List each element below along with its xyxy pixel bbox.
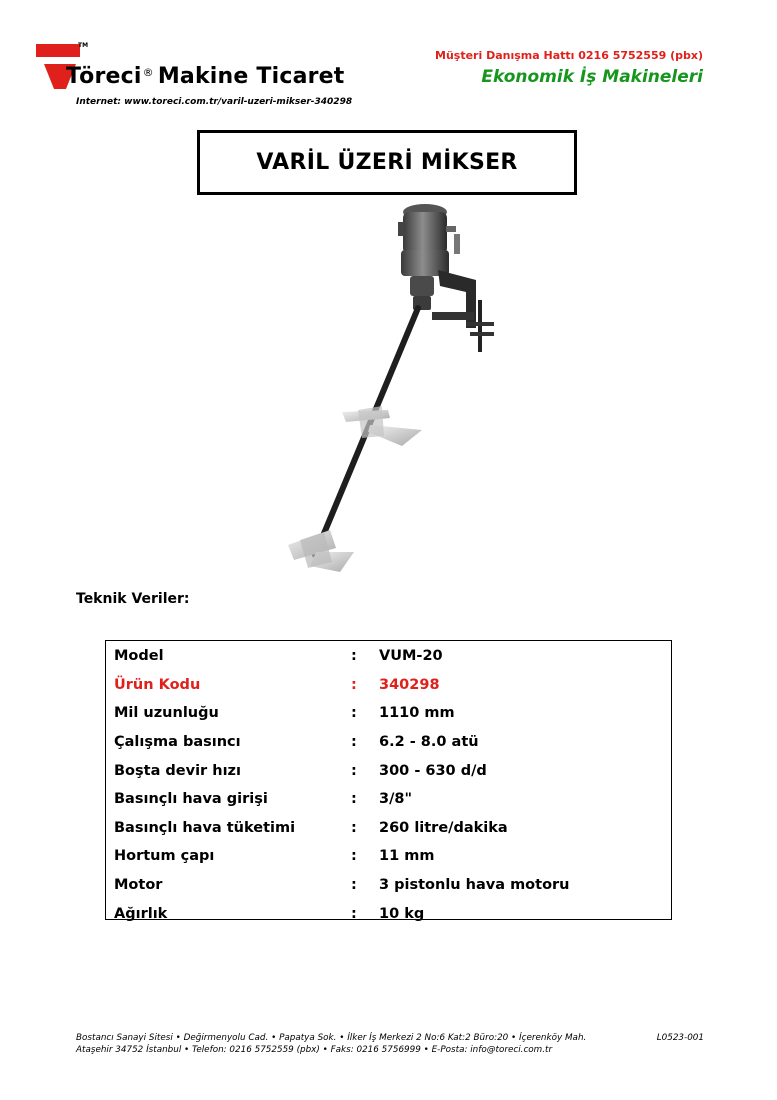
spec-separator: : — [351, 762, 357, 779]
spec-value: 340298 — [379, 676, 440, 693]
spec-separator: : — [351, 848, 357, 865]
spec-value: 300 - 630 d/d — [379, 762, 487, 779]
spec-row-shaft-length — [106, 699, 671, 728]
spec-separator: : — [351, 734, 357, 751]
company-name-main: Töreci — [66, 64, 142, 89]
spec-value: 3/8" — [379, 791, 413, 808]
spec-value: 11 mm — [379, 848, 435, 865]
customer-hotline: Müşteri Danışma Hattı 0216 5752559 (pbx) — [435, 49, 703, 62]
spec-table — [105, 640, 672, 920]
footer-address-line-2: Ataşehir 34752 İstanbul • Telefon: 0216 5752559 (pbx) • Faks: 0216 5756999 • E-Posta: info@toreci.com.tr — [76, 1045, 553, 1055]
product-image — [270, 200, 510, 580]
company-slogan: Ekonomik İş Makineleri — [481, 67, 703, 87]
spec-separator: : — [351, 791, 357, 808]
company-name — [66, 64, 345, 89]
spec-heading: Teknik Veriler: — [76, 591, 190, 607]
internet-url[interactable]: Internet: www.toreci.com.tr/varil-uzeri-mikser-340298 — [76, 97, 353, 107]
spec-value: VUM-20 — [379, 648, 443, 665]
footer-address — [76, 1032, 706, 1056]
company-name-suffix: Makine Ticaret — [157, 64, 345, 89]
spec-label: Basınçlı hava girişi — [114, 791, 268, 808]
spec-separator: : — [351, 819, 357, 836]
spec-value: 260 litre/dakika — [379, 819, 508, 836]
spec-label: Ürün Kodu — [114, 676, 201, 693]
spec-row-air-consumption — [106, 814, 671, 843]
spec-row-weight — [106, 899, 671, 928]
spec-row-idle-speed — [106, 756, 671, 785]
spec-value: 10 kg — [379, 905, 425, 922]
spec-separator: : — [351, 676, 357, 693]
spec-label: Ağırlık — [114, 905, 168, 922]
spec-row-working-pressure — [106, 728, 671, 757]
spec-label: Basınçlı hava tüketimi — [114, 819, 296, 836]
spec-value: 3 pistonlu hava motoru — [379, 877, 570, 894]
spec-label: Hortum çapı — [114, 848, 215, 865]
spec-separator: : — [351, 877, 357, 894]
drum-mixer-illustration — [270, 200, 510, 580]
spec-row-motor — [106, 871, 671, 900]
footer-address-line-1: Bostancı Sanayi Sitesi • Değirmenyolu Cad. • Papatya Sok. • İlker İş Merkezi 2 No:6 Kat:2 Büro:20 • İçerenköy Mah. — [76, 1033, 587, 1043]
spec-label: Motor — [114, 877, 163, 894]
spec-label: Çalışma basıncı — [114, 734, 241, 751]
spec-row-model — [106, 642, 671, 671]
spec-separator: : — [351, 648, 357, 665]
spec-value: 1110 mm — [379, 705, 455, 722]
spec-separator: : — [351, 705, 357, 722]
spec-separator: : — [351, 905, 357, 922]
spec-value: 6.2 - 8.0 atü — [379, 734, 479, 751]
product-title-box — [197, 130, 577, 195]
registered-mark: ® — [142, 66, 154, 79]
spec-label: Model — [114, 648, 164, 665]
product-title: VARİL ÜZERİ MİKSER — [256, 150, 518, 175]
spec-row-hose-diameter — [106, 842, 671, 871]
spec-row-product-code — [106, 671, 671, 700]
spec-label: Mil uzunluğu — [114, 705, 219, 722]
spec-row-air-inlet — [106, 785, 671, 814]
trademark-mark: TM — [78, 42, 89, 49]
document-code: L0523-001 — [656, 1033, 704, 1043]
spec-label: Boşta devir hızı — [114, 762, 241, 779]
